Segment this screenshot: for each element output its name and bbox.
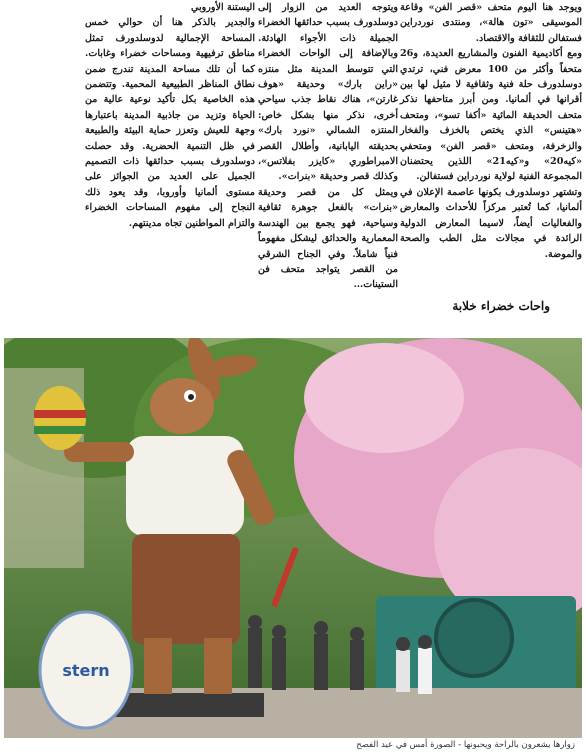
egg-stripe [34, 426, 86, 434]
article-column-middle [258, 0, 398, 291]
egg-stripe [34, 410, 86, 418]
section-heading: واحات خضراء خلابة [452, 299, 550, 313]
paragraph: اليستنة الأوروبي [190, 2, 255, 13]
photo-illustration [4, 338, 582, 738]
paragraph: ويتوجه العديد من الزوار إلى دوسلدورف بسبب حدائقها الخضراء الجميلة ذات الأجواء الهادئة. وبالإضافة إلى الواحات الخضراء التي تتوسط المدينة مثل منتزه «راين بارك» وحديقة «هوف غارتن»، هناك نقاط جذب سياحي أخرى، نذكر منها بشكل خاص: المنتزه الشمالي «نورد بارك» بحديقته اليابانية، وأطلال القصر الامبراطوري «كايزر بفلاتس»، وكذلك قصر وحديقة «بنرات». [258, 2, 398, 183]
cherry-blossom-tree [304, 343, 464, 453]
paragraph: ومع أكاديمية الفنون والمشاريع العديدة، و26 متحفاً وأكثر من 100 معرض فني، ترتدي دوسلدورف حلة فنية وثقافية لا مثيل لها بين أقرانها في ألمانيا. ومن أبرز متاحفها نذكر متحف الحديقة المائية «أكفا تسو»، ومتحف «هتينس» الذي يختص بالخزف والفخار والزخرفة، ومتحف «قصر الفن» ومتحفي «كيه20» و«كيه21» اللذين يحتضنان المجموعة الفنية لولاية نوردراين فستفالن. [400, 48, 582, 183]
easter-rabbit-photo [4, 338, 582, 738]
article-column-right [400, 0, 582, 320]
paragraph: ويوجد هنا اليوم متحف «قصر الفن» وقاعة الموسيقى «تون هالة»، ومنتدى نوردراين فستفالن للثقافة والاقتصاد. [400, 2, 582, 44]
paragraph: وتشتهر دوسلدورف بكونها عاصمة الإعلان في ألمانيا، كما تُعتبر مركزاً للأحداث والمعارض والفعاليات أيضاً، لاسيما المعارض الدولية الرائدة في مجالات مثل الطب والصحة والموضة. [400, 186, 582, 260]
egg-lettering: stern [62, 661, 110, 680]
machine-wheel [436, 600, 512, 676]
paragraph: والجدير بالذكر هنا أن حوالي خمس المساحة الإجمالية لدوسلدورف تمثل مناطق ترفيهية ومساحات خضراء وغابات. كما أن تلك مساحة المدينة تندرج ضمن نطاق المناظر الطبيعية المحمية. وتتضمن هذه الخاصية بكل تأكيد نوعية عالية من الحياة وتزيد من جاذبية المدينة باعتبارها وجهة للعيش وتعزز حماية البيئة والطبيعة في ظل التنمية الحضرية. وقد حصلت دوسلدورف بسبب حدائقها ذات التصميم الجميل على العديد من الجوائز على مستوى ألمانيا وأوروبا، وقد يعود ذلك النجاح إلى مفهوم المساحات الخضراء والتزام المواطنين تجاه مدينتهم. [85, 17, 255, 229]
article-column-left [85, 0, 255, 270]
photo-caption: زوارها يشعرون بالراحة ويحبونها - الصورة أمس في عيد الفصح [356, 740, 575, 750]
paragraph: ويمثل كل من قصر وحديقة «بنرات» بالفعل جوهرة ثقافية وسياحية، فهو يجمع بين الهندسة المعمارية والحدائق ليشكل مفهوماً فنياً شاملاً. وفي الجناح الشرقي من القصر يتواجد متحف فن الستينات… [258, 186, 398, 291]
